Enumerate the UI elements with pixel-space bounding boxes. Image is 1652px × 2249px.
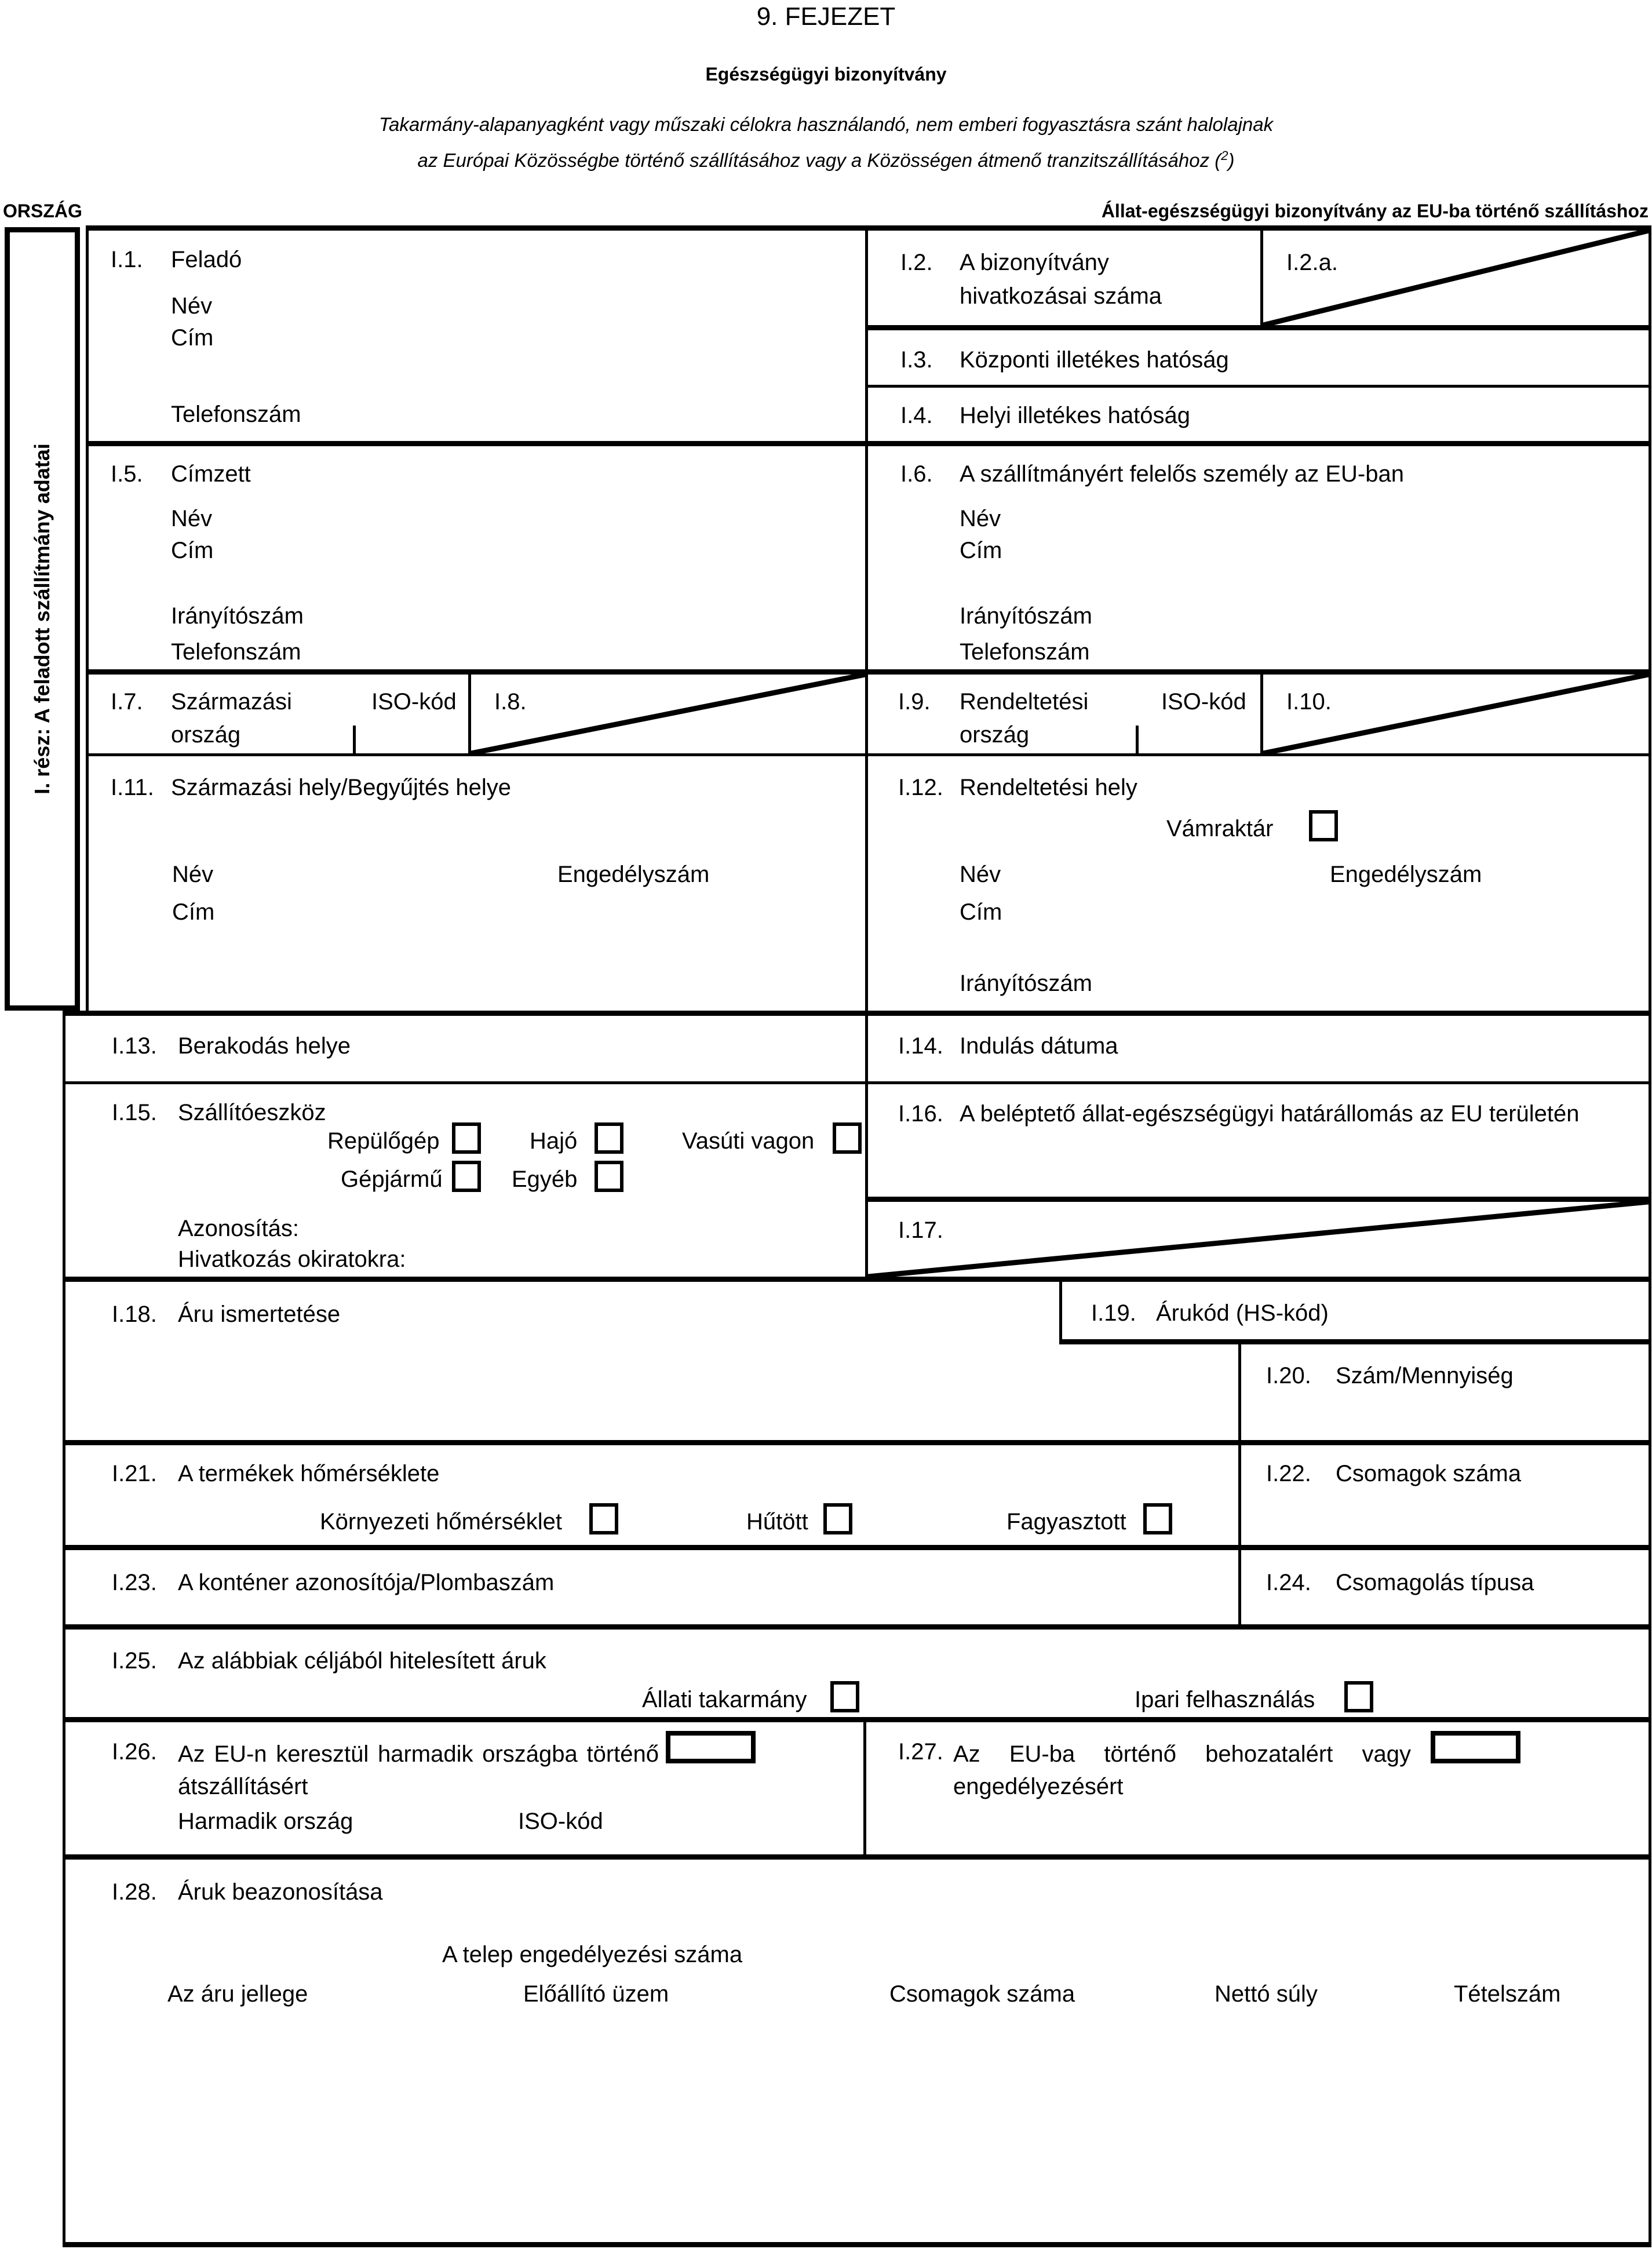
- field-i9-destination-country: [865, 669, 1260, 753]
- customs-warehouse-checkbox[interactable]: [1309, 810, 1338, 841]
- industrial-use-label: Ipari felhasználás: [1135, 1687, 1315, 1712]
- description-line1: Takarmány-alapanyagként vagy műszaki célokra használandó, nem emberi fogyasztásra szánt halolajnak: [378, 114, 1274, 135]
- field-number: I.13.: [112, 1033, 157, 1059]
- field-number: I.2.: [900, 250, 933, 275]
- field-i22-number-of-packages: [1238, 1440, 1651, 1545]
- diagonal-strikethrough-icon: [471, 675, 865, 753]
- field-i26-transit-third-country: [63, 1717, 863, 1854]
- approval-number-label: Engedélyszám: [1330, 862, 1482, 887]
- railway-wagon-label: Vasúti vagon: [682, 1128, 815, 1154]
- field-i3-central-authority: [865, 325, 1651, 385]
- phone-label: Telefonszám: [960, 639, 1090, 665]
- road-vehicle-checkbox[interactable]: [452, 1161, 481, 1192]
- field-label: Csomagok száma: [1336, 1461, 1522, 1486]
- field-label: Az EU-ba történő behozatalért vagy engedélyezésért: [953, 1741, 1411, 1799]
- field-number: I.15.: [112, 1100, 157, 1125]
- ship-checkbox[interactable]: [595, 1122, 623, 1154]
- field-i15-means-of-transport: [63, 1081, 865, 1277]
- part1-sidebar-label: I. rész: A feladott szállítmány adatai: [30, 443, 54, 794]
- field-i7-origin-country: [86, 669, 468, 753]
- chilled-checkbox[interactable]: [823, 1503, 852, 1534]
- field-number: I.18.: [112, 1302, 157, 1327]
- column-number-of-packages: Csomagok száma: [889, 1981, 1075, 2007]
- documentary-references-label: Hivatkozás okiratokra:: [178, 1246, 406, 1272]
- iso-code-label: ISO-kód: [518, 1809, 603, 1834]
- certificate-type-label: Állat-egészségügyi bizonyítvány az EU-ba történő szállításhoz: [1101, 201, 1649, 221]
- airplane-checkbox[interactable]: [452, 1122, 481, 1154]
- field-i12-destination-place: [865, 753, 1651, 1011]
- field-label: A szállítmányért felelős személy az EU-ban: [960, 461, 1404, 487]
- transit-checkbox[interactable]: [666, 1731, 756, 1763]
- field-label: Csomagolás típusa: [1336, 1570, 1534, 1595]
- field-number: I.24.: [1266, 1570, 1311, 1595]
- field-number: I.10.: [1286, 689, 1332, 715]
- field-i28-goods-identification: [63, 1854, 1651, 2247]
- airplane-label: Repülőgép: [327, 1128, 440, 1154]
- iso-code-label: ISO-kód: [1161, 689, 1246, 715]
- country-label: ORSZÁG: [3, 201, 82, 221]
- postal-code-label: Irányítószám: [171, 603, 304, 629]
- field-i27-import-admission: [863, 1717, 1651, 1854]
- approval-number-label: Engedélyszám: [557, 862, 710, 887]
- part1-sidebar: [5, 227, 80, 1011]
- field-number: I.5.: [111, 461, 143, 487]
- column-nature-of-commodity: Az áru jellege: [167, 1981, 308, 2007]
- plant-approval-number-label: A telep engedélyezési száma: [442, 1942, 743, 1967]
- field-number: I.22.: [1266, 1461, 1311, 1486]
- field-i24-packaging-type: [1238, 1545, 1651, 1624]
- animal-feed-checkbox[interactable]: [830, 1681, 859, 1712]
- field-number: I.23.: [112, 1570, 157, 1595]
- frozen-checkbox[interactable]: [1143, 1503, 1172, 1534]
- field-number: I.4.: [900, 403, 933, 428]
- phone-label: Telefonszám: [171, 402, 301, 427]
- field-label: A beléptető állat-egészségügyi határállomás az EU területén: [960, 1101, 1580, 1127]
- field-i2a: [1260, 225, 1651, 325]
- field-i6-responsible-person: [865, 441, 1651, 669]
- customs-warehouse-label: Vámraktár: [1166, 816, 1274, 841]
- field-i8: [468, 669, 865, 753]
- field-number: I.9.: [898, 689, 931, 715]
- page-subtitle: Egészségügyi bizonyítvány: [705, 64, 947, 85]
- field-label-line2: ország: [960, 722, 1030, 748]
- field-label: A termékek hőmérséklete: [178, 1461, 440, 1486]
- other-transport-checkbox[interactable]: [595, 1161, 623, 1192]
- frozen-label: Fagyasztott: [1006, 1509, 1126, 1534]
- field-label: Árukód (HS-kód): [1156, 1300, 1329, 1326]
- field-label: Rendeltetési hely: [960, 775, 1137, 800]
- field-i2-certificate-reference: [865, 225, 1260, 325]
- field-number: I.25.: [112, 1648, 157, 1674]
- field-label: Származási hely/Begyűjtés helye: [171, 775, 511, 800]
- address-label: Cím: [172, 899, 215, 925]
- address-label: Cím: [960, 538, 1002, 563]
- field-i23-container-seal: [63, 1545, 1238, 1624]
- field-number: I.14.: [898, 1033, 943, 1059]
- field-i10: [1260, 669, 1651, 753]
- name-label: Név: [960, 506, 1001, 531]
- field-label: Áru ismertetése: [178, 1302, 341, 1327]
- diagonal-strikethrough-icon: [868, 1202, 1649, 1277]
- postal-code-label: Irányítószám: [960, 603, 1092, 629]
- field-label: Az EU-n keresztül harmadik országba történő átszállításért: [178, 1741, 659, 1799]
- field-number: I.21.: [112, 1461, 157, 1486]
- page-title: 9. FEJEZET: [756, 2, 896, 31]
- field-label: A bizonyítvány: [960, 250, 1109, 275]
- address-label: Cím: [171, 325, 214, 351]
- field-label: Központi illetékes hatóság: [960, 347, 1229, 373]
- field-i17: [865, 1197, 1651, 1277]
- field-label: Áruk beazonosítása: [178, 1879, 383, 1905]
- name-label: Név: [960, 862, 1001, 887]
- ambient-checkbox[interactable]: [589, 1503, 618, 1534]
- field-number: I.16.: [898, 1101, 943, 1127]
- phone-label: Telefonszám: [171, 639, 301, 665]
- name-label: Név: [172, 862, 214, 887]
- field-i1-consignor: [86, 225, 865, 441]
- field-label: Rendeltetési: [960, 689, 1089, 715]
- field-label-line2: hivatkozásai száma: [960, 283, 1162, 309]
- field-number: I.11.: [111, 775, 154, 800]
- field-label: Feladó: [171, 247, 242, 272]
- column-net-weight: Nettó súly: [1215, 1981, 1318, 2007]
- diagonal-strikethrough-icon: [1263, 231, 1649, 325]
- field-i11-place-of-origin: [86, 753, 865, 1011]
- column-batch-number: Tételszám: [1454, 1981, 1561, 2007]
- postal-code-label: Irányítószám: [960, 971, 1092, 996]
- field-i4-local-authority: [865, 385, 1651, 441]
- name-label: Név: [171, 506, 213, 531]
- description-line2-close: ): [1228, 150, 1235, 171]
- field-number: I.2.a.: [1286, 250, 1338, 275]
- field-label: Berakodás helye: [178, 1033, 351, 1059]
- field-number: I.7.: [111, 689, 143, 715]
- field-number: I.26.: [112, 1739, 157, 1765]
- iso-code-divider: [1136, 726, 1139, 753]
- iso-code-divider: [353, 726, 356, 753]
- field-label: Szám/Mennyiség: [1336, 1363, 1514, 1388]
- field-number: I.12.: [898, 775, 943, 800]
- column-manufacturing-plant: Előállító üzem: [523, 1981, 669, 2007]
- import-checkbox[interactable]: [1431, 1731, 1520, 1763]
- field-number: I.19.: [1091, 1300, 1136, 1326]
- address-label: Cím: [960, 899, 1002, 925]
- chilled-label: Hűtött: [746, 1509, 808, 1534]
- field-label: Az alábbiak céljából hitelesített áruk: [178, 1648, 546, 1674]
- field-i19-commodity-code: [1059, 1277, 1651, 1344]
- field-number: I.8.: [494, 689, 527, 715]
- field-label: Címzett: [171, 461, 251, 487]
- field-i20-quantity: [1238, 1344, 1651, 1440]
- footnote-marker: 2: [1221, 148, 1228, 163]
- field-label: Származási: [171, 689, 292, 715]
- ambient-label: Környezeti hőmérséklet: [320, 1509, 562, 1534]
- field-i5-consignee: [86, 441, 865, 669]
- field-number: I.20.: [1266, 1363, 1311, 1388]
- ship-label: Hajó: [530, 1128, 578, 1154]
- field-label: Indulás dátuma: [960, 1033, 1118, 1059]
- field-i25-certified-purpose: [63, 1624, 1651, 1717]
- field-label: Szállítóeszköz: [178, 1100, 326, 1125]
- field-number: I.17.: [898, 1218, 943, 1243]
- iso-code-label: ISO-kód: [371, 689, 457, 715]
- industrial-use-checkbox[interactable]: [1344, 1681, 1373, 1712]
- railway-wagon-checkbox[interactable]: [833, 1122, 862, 1154]
- address-label: Cím: [171, 538, 214, 563]
- field-label: Helyi illetékes hatóság: [960, 403, 1190, 428]
- field-i16-border-inspection-post: [865, 1081, 1651, 1197]
- identification-label: Azonosítás:: [178, 1216, 300, 1241]
- field-label: A konténer azonosítója/Plombaszám: [178, 1570, 555, 1595]
- description-line2-text: az Európai Közösségbe történő szállításához vagy a Közösségen átmenő tranzitszállításához (: [417, 150, 1221, 171]
- description-line2: [0, 148, 1652, 172]
- field-label-line2: ország: [171, 722, 241, 748]
- field-number: I.28.: [112, 1879, 157, 1905]
- other-transport-label: Egyéb: [512, 1167, 578, 1192]
- field-number: I.3.: [900, 347, 933, 373]
- field-i14-departure-date: [865, 1011, 1651, 1081]
- field-number: I.27.: [898, 1739, 943, 1765]
- road-vehicle-label: Gépjármű: [341, 1167, 443, 1192]
- field-i21-product-temperature: [63, 1440, 1238, 1545]
- third-country-label: Harmadik ország: [178, 1809, 353, 1834]
- field-i13-place-of-loading: [63, 1011, 865, 1081]
- animal-feed-label: Állati takarmány: [642, 1687, 807, 1712]
- name-label: Név: [171, 293, 213, 319]
- field-number: I.6.: [900, 461, 933, 487]
- field-number: I.1.: [111, 247, 143, 272]
